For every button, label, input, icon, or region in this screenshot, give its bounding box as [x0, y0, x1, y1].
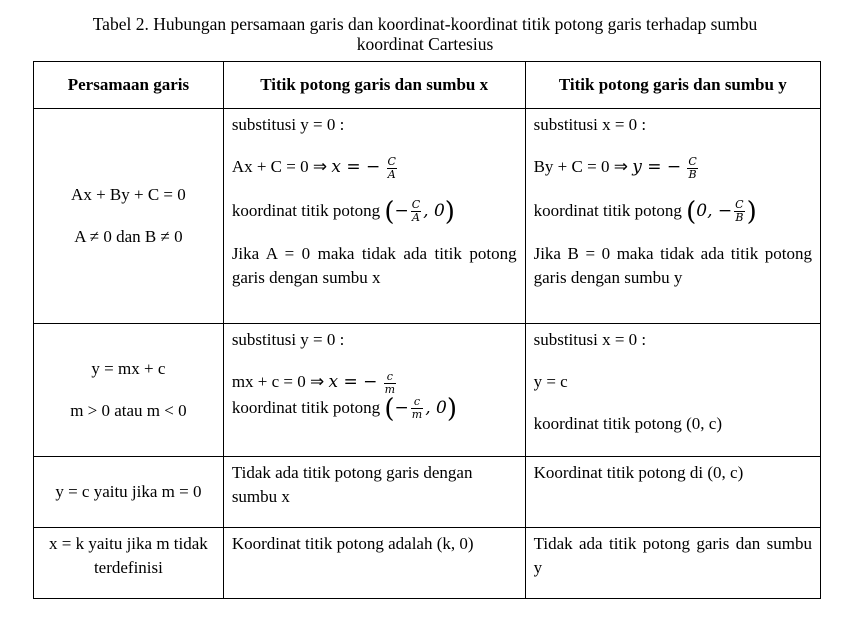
- row2-y-cell: [525, 324, 820, 457]
- row1-x-subst: substitusi y = 0 :: [231, 115, 345, 134]
- row2-y-subst: substitusi x = 0 :: [533, 330, 647, 349]
- row4-x-cell: Koordinat titik potong adalah (k, 0): [223, 528, 525, 599]
- caption-line-1: Tabel 2. Hubungan persamaan garis dan koordinat-koordinat titik potong garis terhadap sumbu: [92, 14, 758, 34]
- line-intersection-table: [33, 61, 821, 599]
- row1-equation: Ax + By + C = 0: [71, 185, 186, 204]
- row4-y-cell: Tidak ada titik potong garis dan sumbu y: [525, 528, 820, 599]
- row3-x-cell: Tidak ada titik potong garis dengan sumbu x: [223, 457, 525, 528]
- row1-x-cell: [223, 109, 525, 324]
- row1-y-cell: [525, 109, 820, 324]
- header-y-intercept: Titik potong garis dan sumbu y: [525, 62, 820, 109]
- table-row: [34, 528, 821, 599]
- fraction: $\frac{c}{m}$: [411, 395, 423, 422]
- row1-y-equation: By + C = 0 ⇒ y = − $\frac{C}{B}$: [533, 154, 697, 181]
- table-row: [34, 324, 821, 457]
- row2-equation-cell: [34, 324, 224, 457]
- row1-x-coordinate: koordinat titik potong (− $\frac{C}{A}$ , 0): [231, 196, 455, 227]
- header-x-intercept: Titik potong garis dan sumbu x: [223, 62, 525, 109]
- row2-condition: m > 0 atau m < 0: [70, 401, 187, 420]
- caption-line-2: koordinat Cartesius: [356, 34, 494, 54]
- row4-equation: x = k yaitu jika m tidak terdefinisi: [34, 528, 224, 599]
- row2-x-cell: [223, 324, 525, 457]
- row3-equation: y = c yaitu jika m = 0: [34, 457, 224, 528]
- row2-equation: y = mx + c: [91, 359, 166, 378]
- fraction: $\frac{C}{A}$: [411, 198, 421, 225]
- row2-x-coordinate: koordinat titik potong (− $\frac{c}{m}$ , 0): [231, 393, 457, 424]
- fraction: $\frac{C}{B}$: [688, 154, 697, 181]
- row2-y-coordinate: koordinat titik potong (0, c): [533, 414, 722, 433]
- table-caption: [0, 14, 850, 54]
- row2-x-subst: substitusi y = 0 :: [231, 330, 345, 349]
- row1-equation-cell: [34, 109, 224, 324]
- header-equation: Persamaan garis: [34, 62, 224, 109]
- fraction: $\frac{c}{m}$: [384, 369, 396, 396]
- row1-condition: A ≠ 0 dan B ≠ 0: [74, 227, 183, 246]
- row1-y-note: Jika B = 0 maka tidak ada titik potong garis dengan sumbu y: [533, 244, 812, 288]
- row1-y-subst: substitusi x = 0 :: [533, 115, 647, 134]
- row2-y-equation: y = c: [533, 372, 568, 391]
- header-row: [34, 62, 821, 109]
- fraction: $\frac{C}{A}$: [387, 154, 396, 181]
- row2-x-equation: mx + c = 0 ⇒ x = − $\frac{c}{m}$: [231, 369, 396, 396]
- row3-y-cell: Koordinat titik potong di (0, c): [525, 457, 820, 528]
- row1-x-equation: Ax + C = 0 ⇒ x = − $\frac{C}{A}$: [231, 154, 396, 181]
- table-row: [34, 457, 821, 528]
- row1-x-note: Jika A = 0 maka tidak ada titik potong garis dengan sumbu x: [231, 244, 517, 288]
- fraction: $\frac{C}{B}$: [735, 198, 744, 225]
- table-row: [34, 109, 821, 324]
- row1-y-coordinate: koordinat titik potong (0, − $\frac{C}{B}$ ): [533, 196, 757, 227]
